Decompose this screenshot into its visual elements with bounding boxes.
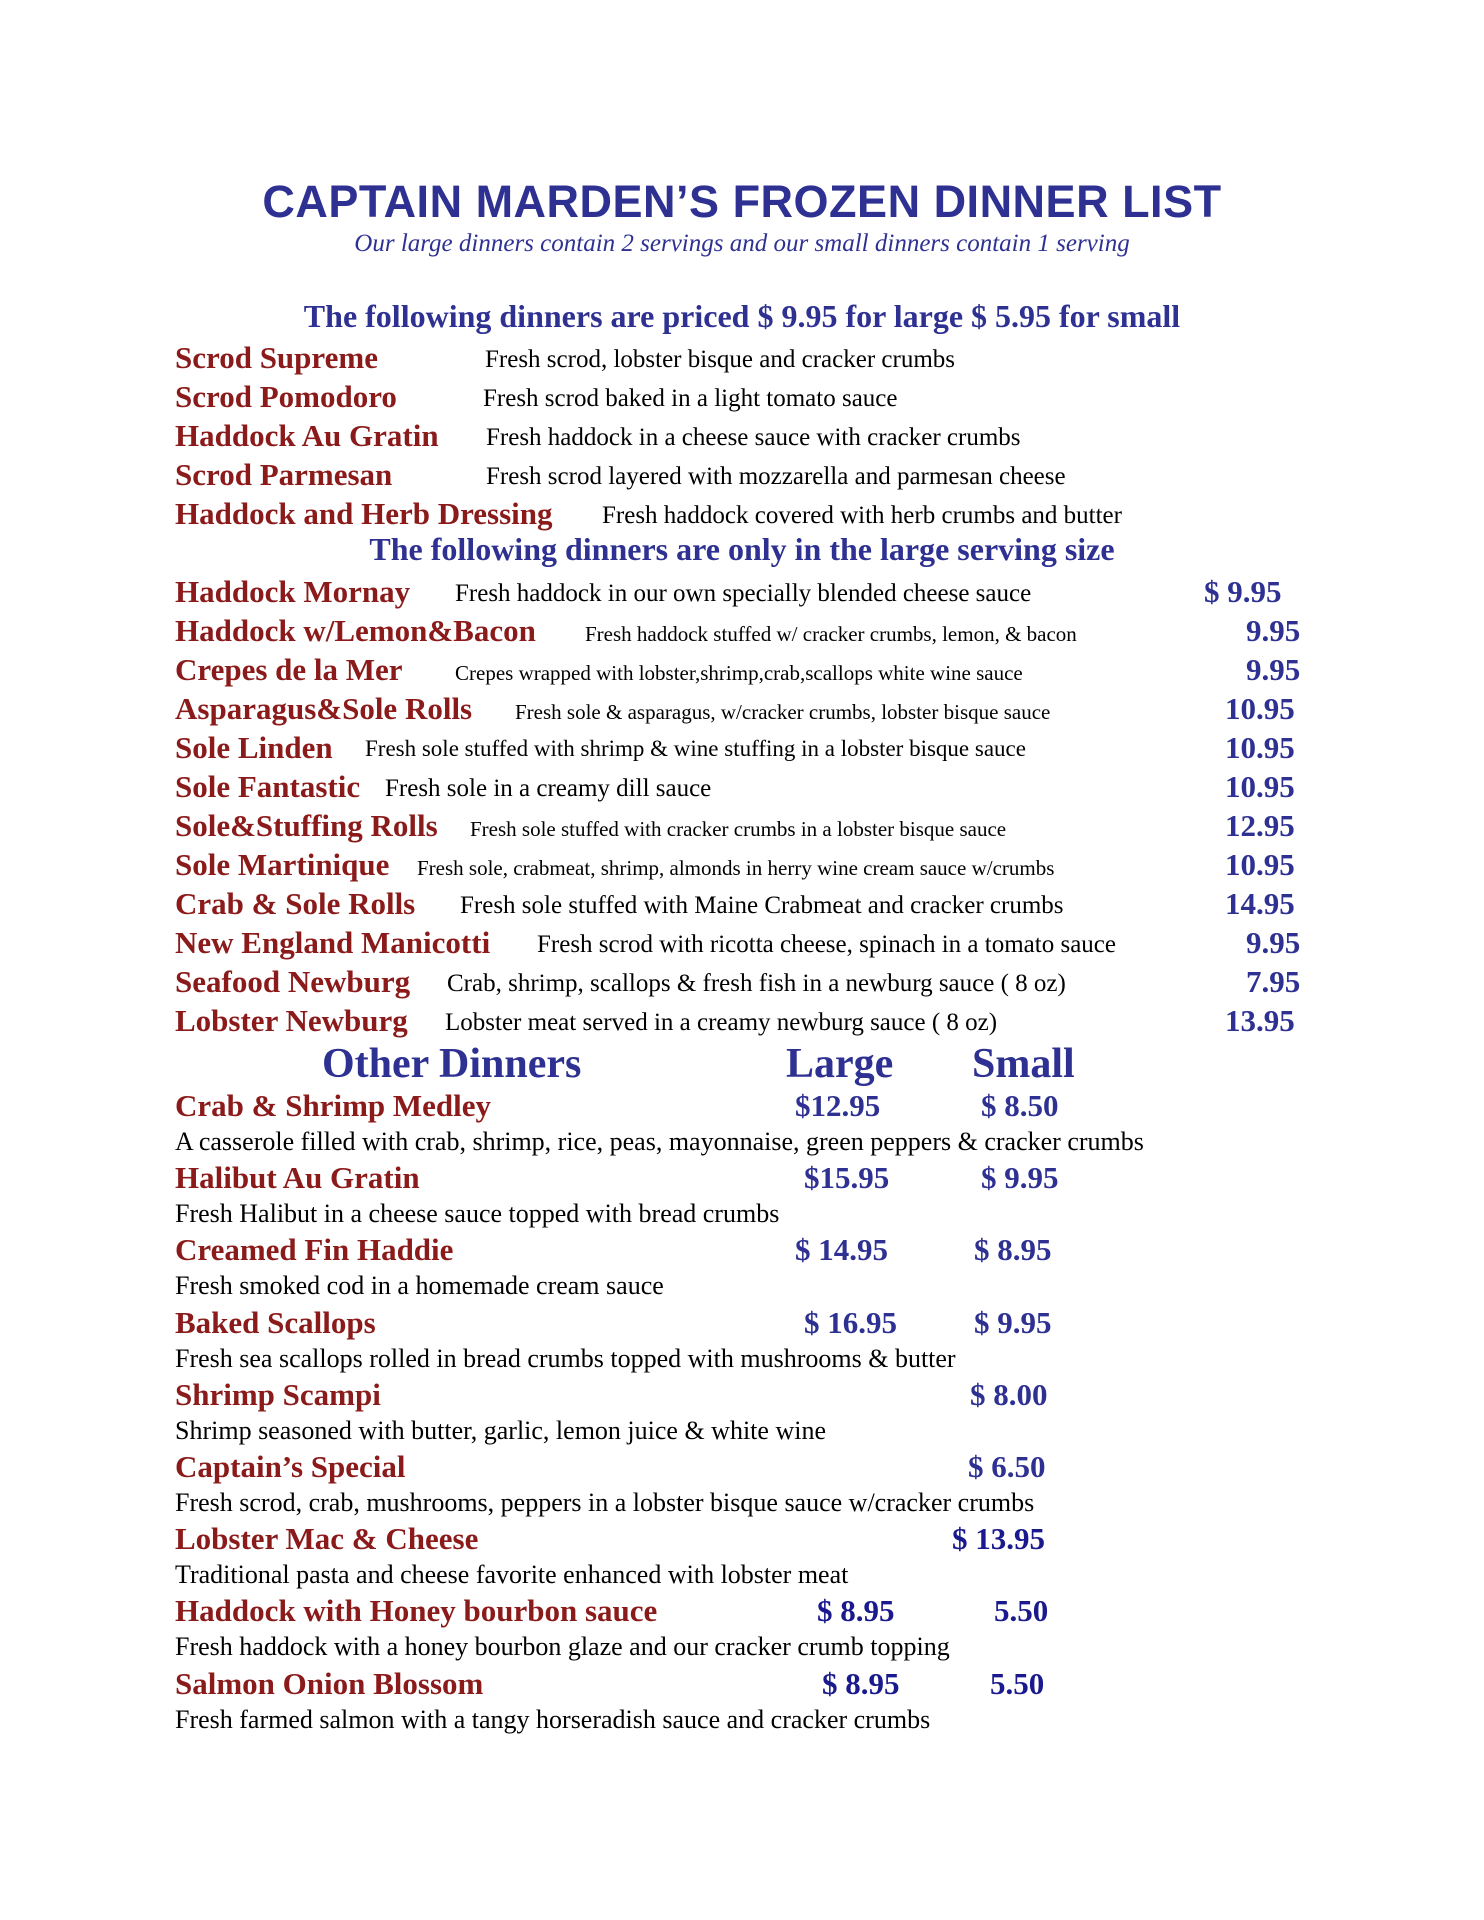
dish-description: Fresh haddock stuffed w/ cracker crumbs, lemon, & bacon [585, 622, 1077, 646]
small-price: $ 9.95 [981, 1160, 1059, 1195]
column-small-heading: Small [972, 1041, 1075, 1087]
dish-name: Haddock w/Lemon&Bacon [175, 613, 536, 648]
dish-description: Fresh haddock in our own specially blended cheese sauce [455, 580, 1032, 607]
small-price: 5.50 [994, 1593, 1049, 1628]
dish-name: Halibut Au Gratin [175, 1160, 420, 1195]
dish-description: Fresh sea scallops rolled in bread crumbs topped with mushrooms & butter [175, 1344, 956, 1373]
dish-name: Crab & Shrimp Medley [175, 1088, 492, 1123]
small-price: 5.50 [990, 1666, 1045, 1701]
menu-item [175, 964, 1066, 1002]
small-price: $ 8.50 [981, 1088, 1059, 1123]
dish-name: Scrod Pomodoro [175, 379, 397, 414]
menu-item [175, 418, 1021, 456]
menu-item [175, 730, 1026, 768]
dish-price: 10.95 [1225, 691, 1295, 726]
dish-price: $ 9.95 [1204, 574, 1282, 609]
menu-item [175, 808, 1007, 846]
dish-name: Haddock and Herb Dressing [175, 496, 553, 531]
large-price: $ 16.95 [804, 1305, 897, 1340]
large-price: $ 14.95 [795, 1232, 888, 1267]
dish-price: 10.95 [1225, 769, 1295, 804]
dish-description: Fresh scrod, lobster bisque and cracker crumbs [485, 346, 955, 373]
dish-name: Creamed Fin Haddie [175, 1232, 454, 1267]
dish-price: 7.95 [1246, 964, 1301, 999]
dish-name: New England Manicotti [175, 925, 491, 960]
small-price: $ 8.95 [974, 1232, 1052, 1267]
dish-name: Crab & Sole Rolls [175, 886, 416, 921]
dish-price: 10.95 [1225, 847, 1295, 882]
dish-price: 9.95 [1246, 925, 1301, 960]
page-subtitle: Our large dinners contain 2 servings and our small dinners contain 1 serving [354, 230, 1130, 257]
dish-name: Sole Linden [175, 730, 333, 765]
dish-name: Sole Martinique [175, 847, 390, 882]
dish-name: Seafood Newburg [175, 964, 411, 999]
menu-item [175, 925, 1116, 963]
menu-item [175, 574, 1032, 612]
dish-description: Fresh farmed salmon with a tangy horseradish sauce and cracker crumbs [175, 1705, 931, 1734]
menu-item [175, 886, 1064, 924]
dish-description: Fresh scrod, crab, mushrooms, peppers in a lobster bisque sauce w/cracker crumbs [175, 1488, 1035, 1517]
small-price: $ 9.95 [974, 1305, 1052, 1340]
large-price: $ 8.95 [817, 1593, 895, 1628]
menu-item [175, 379, 898, 417]
dish-name: Crepes de la Mer [175, 652, 403, 687]
menu-item [175, 496, 1122, 534]
small-price: $ 8.00 [970, 1377, 1048, 1412]
menu-item [175, 1003, 998, 1041]
dish-price: 9.95 [1246, 652, 1301, 687]
dish-description: Fresh haddock with a honey bourbon glaze and our cracker crumb topping [175, 1632, 950, 1661]
dish-price: 12.95 [1225, 808, 1295, 843]
page-title: CAPTAIN MARDEN’S FROZEN DINNER LIST [262, 176, 1222, 227]
dish-description: Fresh sole stuffed with Maine Crabmeat and cracker crumbs [460, 892, 1064, 919]
column-large-heading: Large [786, 1041, 894, 1087]
menu-item [175, 613, 1077, 651]
dish-description: Fresh sole in a creamy dill sauce [385, 775, 712, 802]
dish-description: Fresh sole stuffed with shrimp & wine stuffing in a lobster bisque sauce [365, 736, 1026, 761]
dish-description: Shrimp seasoned with butter, garlic, lemon juice & white wine [175, 1416, 826, 1445]
dish-name: Haddock Mornay [175, 574, 411, 609]
menu-item [175, 769, 712, 807]
dish-description: Fresh haddock covered with herb crumbs and butter [602, 502, 1122, 529]
dish-name: Baked Scallops [175, 1305, 376, 1340]
menu-item [175, 691, 1051, 729]
dish-name: Sole&Stuffing Rolls [175, 808, 438, 843]
dish-name: Captain’s Special [175, 1449, 406, 1484]
dish-name: Lobster Newburg [175, 1003, 408, 1038]
dish-description: Fresh sole & asparagus, w/cracker crumbs, lobster bisque sauce [515, 700, 1051, 724]
dish-description: Fresh haddock in a cheese sauce with cracker crumbs [486, 424, 1021, 451]
dish-name: Haddock with Honey bourbon sauce [175, 1593, 658, 1628]
menu-item [175, 457, 1066, 495]
dish-price: 13.95 [1225, 1003, 1295, 1038]
menu-item [175, 847, 1055, 885]
dish-name: Salmon Onion Blossom [175, 1666, 484, 1701]
dish-description: Lobster meat served in a creamy newburg sauce ( 8 oz) [445, 1009, 998, 1036]
dish-name: Scrod Supreme [175, 340, 378, 375]
dish-price: 9.95 [1246, 613, 1301, 648]
dish-description: Fresh scrod baked in a light tomato sauce [483, 385, 898, 412]
dish-description: Fresh smoked cod in a homemade cream sauce [175, 1271, 664, 1300]
large-price: $12.95 [795, 1088, 881, 1123]
section1-heading: The following dinners are priced $ 9.95 for large $ 5.95 for small [303, 298, 1181, 334]
dish-description: Fresh Halibut in a cheese sauce topped with bread crumbs [175, 1199, 780, 1228]
other-dinners-heading: Other Dinners [322, 1041, 582, 1087]
menu-item [175, 652, 1023, 690]
dish-price: 10.95 [1225, 730, 1295, 765]
large-price: $15.95 [804, 1160, 890, 1195]
dish-description: Fresh sole stuffed with cracker crumbs in a lobster bisque sauce [470, 817, 1007, 841]
dish-description: Crepes wrapped with lobster,shrimp,crab,scallops white wine sauce [455, 661, 1023, 685]
dish-name: Shrimp Scampi [175, 1377, 381, 1412]
dish-price: 14.95 [1225, 886, 1295, 921]
section2-heading: The following dinners are only in the large serving size [369, 531, 1115, 567]
dish-name: Scrod Parmesan [175, 457, 393, 492]
large-price: $ 8.95 [822, 1666, 900, 1701]
dish-description: Fresh scrod layered with mozzarella and parmesan cheese [486, 463, 1066, 490]
dish-description: A casserole filled with crab, shrimp, rice, peas, mayonnaise, green peppers & cracker crumbs [175, 1127, 1144, 1156]
dish-name: Sole Fantastic [175, 769, 361, 804]
dish-description: Crab, shrimp, scallops & fresh fish in a newburg sauce ( 8 oz) [447, 970, 1066, 997]
dish-description: Fresh scrod with ricotta cheese, spinach in a tomato sauce [537, 931, 1116, 958]
small-price: $ 6.50 [968, 1449, 1046, 1484]
dish-description: Fresh sole, crabmeat, shrimp, almonds in herry wine cream sauce w/crumbs [417, 856, 1055, 880]
menu-item [175, 340, 955, 378]
dish-name: Lobster Mac & Cheese [175, 1521, 479, 1556]
dish-name: Asparagus&Sole Rolls [175, 691, 473, 726]
dish-name: Haddock Au Gratin [175, 418, 439, 453]
small-price: $ 13.95 [952, 1521, 1045, 1556]
dish-description: Traditional pasta and cheese favorite enhanced with lobster meat [175, 1560, 849, 1589]
